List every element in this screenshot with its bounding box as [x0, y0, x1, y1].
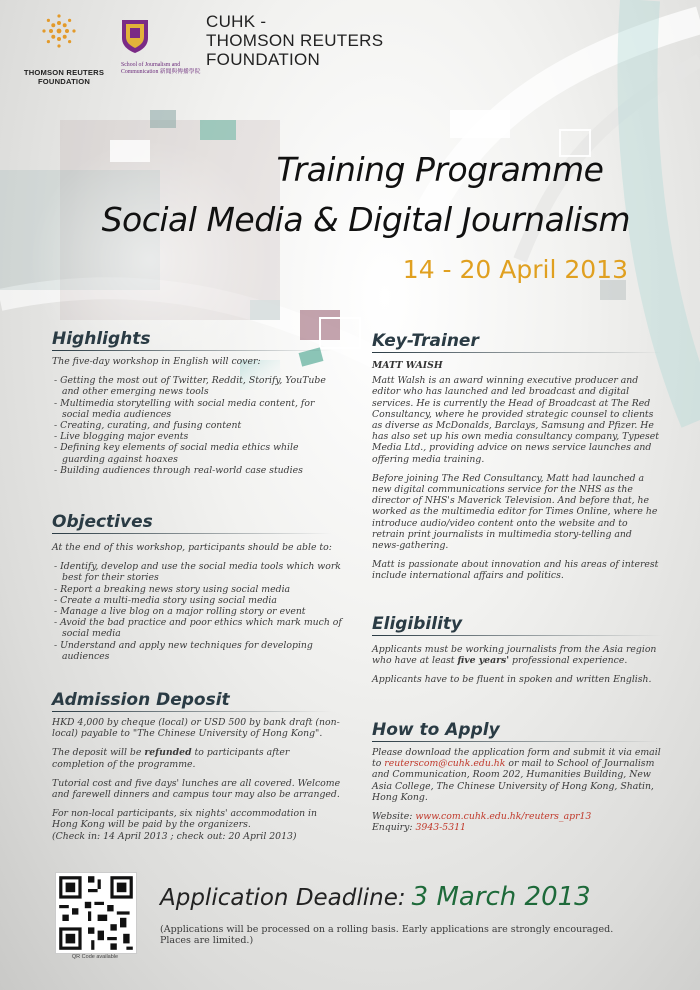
programme-title: Training Programme: [276, 150, 604, 189]
trainer-bio-1: Matt Walsh is an award winning executive producer and editor who has launched and led broadcast and digital services. He is currently the Head of Broadcast at The Red Consultancy, where he provided strategic counsel to clients as diverse as McDonalds, Barclays, Samsung and Pfizer. He has also set up his own media consultancy company, Typeset Media Ltd., providing advice on news service launches and offering media training.: [372, 375, 660, 465]
check-in-out: (Check in: 14 April 2013 ; check out: 20 April 2013): [52, 830, 297, 842]
highlights-divider: [52, 350, 332, 351]
eligibility-experience: Applicants must be working journalists from the Asia region who have at least five years' professional experience.: [372, 644, 657, 667]
qr-code-caption: QR Code available: [71, 954, 119, 960]
eligibility-body: [372, 644, 662, 694]
trainer-heading: Key-Trainer: [372, 331, 479, 351]
list-item: - Create a multi-media story using social media: [54, 594, 277, 606]
list-item: - Report a breaking news story using social media: [54, 583, 291, 595]
org-name-line1: CUHK -: [206, 12, 267, 31]
list-item: - Building audiences through real-world case studies: [54, 464, 303, 476]
list-item: - Getting the most out of Twitter, Reddit, Storify, YouTube and other emerging news tools: [54, 375, 326, 398]
apply-divider: [372, 741, 662, 742]
list-item: - Multimedia storytelling with social media content, for social media audiences: [54, 397, 315, 420]
org-name-line2: THOMSON REUTERS: [206, 31, 384, 50]
trainer-body: [372, 360, 662, 590]
enquiry-phone: 3943-5311: [415, 822, 466, 834]
thomson-reuters-logo-icon: [42, 14, 76, 48]
school-logo-text: School of Journalism and Communication 新聞與傳播學院: [121, 62, 201, 75]
list-item: - Live blogging major events: [54, 431, 189, 443]
eligibility-heading: Eligibility: [372, 614, 463, 634]
eligibility-language: Applicants have to be fluent in spoken and written English.: [372, 674, 652, 686]
deadline-note: (Applications will be processed on a rolling basis. Early applications are strongly encouraged. Places are limited.): [160, 924, 614, 947]
objectives-divider: [52, 533, 332, 534]
org-name-line3: FOUNDATION: [206, 50, 321, 69]
organization-name: [206, 12, 383, 69]
cuhk-crest-icon: [120, 18, 150, 54]
programme-subtitle: Social Media & Digital Journalism: [101, 200, 630, 239]
highlights-heading: Highlights: [52, 329, 151, 349]
apply-contacts: Website: www.com.cuhk.edu.hk/reuters_apr13 Enquiry: 3943-5311: [372, 811, 592, 834]
objectives-intro: At the end of this workshop, participants should be able to:: [52, 542, 332, 553]
admission-heading: Admission Deposit: [52, 690, 230, 710]
list-item: - Identify, develop and use the social media tools which work best for their stories: [54, 561, 341, 584]
apply-heading: How to Apply: [372, 720, 500, 740]
highlights-intro: The five-day workshop in English will cover:: [52, 356, 261, 367]
admission-refund: The deposit will be refunded to participants after completion of the programme.: [52, 747, 290, 770]
apply-email-link[interactable]: reuterscom@cuhk.edu.hk: [384, 758, 506, 770]
admission-costs: Tutorial cost and five days' lunches are all covered. Welcome and farewell dinners and campus tour may also be arranged.: [52, 777, 341, 801]
thomson-reuters-logo-text: THOMSON REUTERS FOUNDATION: [23, 68, 105, 86]
highlights-list: [52, 375, 342, 476]
experience-emphasis: five years': [457, 655, 510, 667]
objectives-list: [52, 561, 344, 662]
list-item: - Defining key elements of social media ethics while guarding against hoaxes: [54, 442, 299, 465]
programme-dates: 14 - 20 April 2013: [402, 255, 628, 284]
deadline-date: 3 March 2013: [411, 882, 591, 912]
objectives-heading: Objectives: [52, 512, 153, 532]
list-item: - Avoid the bad practice and poor ethics which mark much of social media: [54, 617, 342, 640]
admission-fee: HKD 4,000 by cheque (local) or USD 500 by bank draft (non-local) payable to "The Chinese University of Hong Kong".: [52, 717, 340, 740]
trainer-name: MATT WAISH: [372, 360, 443, 371]
eligibility-divider: [372, 635, 662, 636]
website-link[interactable]: www.com.cuhk.edu.hk/reuters_apr13: [415, 811, 592, 823]
qr-code-icon[interactable]: [55, 872, 137, 954]
objectives-body: [52, 542, 344, 662]
trainer-bio-2: Before joining The Red Consultancy, Matt had launched a new digital communications service for the NHS as the director of NHS's Maverick Television. And before that, he worked as the multimedia editor for Times Online, where he introduce audio/video content onto the website and to retrain print journalists in multimedia story-telling and news-gathering.: [372, 472, 658, 552]
admission-divider: [52, 711, 332, 712]
trainer-divider: [372, 352, 662, 353]
list-item: - Understand and apply new techniques for developing audiences: [54, 639, 313, 662]
list-item: - Creating, curating, and fusing content: [54, 420, 242, 432]
admission-accommodation: For non-local participants, six nights' accommodation in Hong Kong will be paid by the organizers. (Check in: 14 April 2013 ; check out: 20 April 2013): [52, 808, 317, 842]
trainer-bio-3: Matt is passionate about innovation and his areas of interest include international affairs and politics.: [372, 559, 659, 582]
highlights-body: [52, 356, 342, 476]
refund-emphasis: refunded: [144, 747, 192, 759]
application-deadline: [160, 882, 591, 912]
deadline-label: Application Deadline:: [160, 885, 406, 911]
admission-body: [52, 717, 344, 842]
apply-instructions: Please download the application form and submit it via email to reuterscom@cuhk.edu.hk or mail to School of Journalism and Communication, Room 202, Humanities Building, New Asia College, The Chinese University of Hong Kong, Shatin, Hong Kong.: [372, 747, 661, 803]
apply-body: [372, 747, 664, 833]
list-item: - Manage a live blog on a major rolling story or event: [54, 606, 306, 618]
